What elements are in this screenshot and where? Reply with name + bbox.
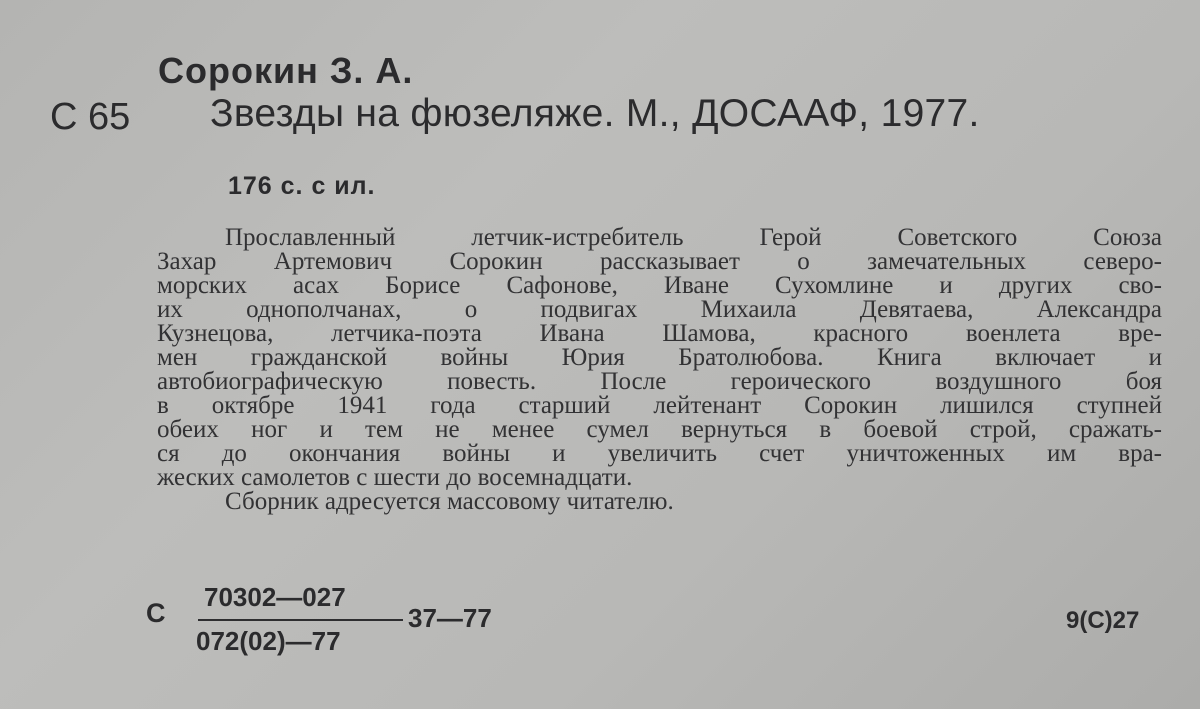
classification-code: 9(С)27	[1066, 607, 1140, 634]
catalog-letter: С	[146, 598, 166, 628]
annotation-line: их однополчанах, о подвигах Михаила Девятаева, Александра	[157, 296, 1162, 323]
annotation-text	[157, 226, 1162, 514]
catalog-suffix: 37—77	[408, 603, 492, 633]
annotation-line: мен гражданской войны Юрия Братолюбова. Книга включает и	[157, 344, 1162, 371]
annotation-line: в октябре 1941 года старший лейтенант Сорокин лишился ступней	[157, 392, 1162, 419]
annotation-line: автобиографическую повесть. После героического воздушного боя	[157, 368, 1162, 395]
closing-line: Сборник адресуется массовому читателю.	[225, 488, 674, 515]
annotation-line: обеих ног и тем не менее сумел вернуться в боевой строй, сражать-	[157, 416, 1162, 443]
page-count: 176 с. с ил.	[228, 172, 376, 200]
annotation-line: морских асах Борисе Сафонове, Иване Сухомлине и других сво-	[157, 272, 1162, 299]
author-name: Сорокин З. А.	[158, 50, 414, 91]
annotation-line: Кузнецова, летчика-поэта Ивана Шамова, красного военлета вре-	[157, 320, 1162, 347]
catalog-denominator: 072(02)—77	[196, 626, 341, 656]
index-code: С 65	[50, 96, 131, 138]
fraction-divider	[198, 619, 403, 621]
annotation-line: Прославленный летчик-истребитель Герой Советского Союза	[225, 224, 1162, 251]
annotation-line: жеских самолетов с шести до восемнадцати.	[157, 464, 633, 491]
annotation-line: Захар Артемович Сорокин рассказывает о замечательных северо-	[157, 248, 1162, 275]
catalog-numerator: 70302—027	[204, 582, 346, 612]
annotation-line: ся до окончания войны и увеличить счет уничтоженных им вра-	[157, 440, 1162, 467]
book-title-line: Звезды на фюзеляже. М., ДОСААФ, 1977.	[210, 92, 980, 135]
